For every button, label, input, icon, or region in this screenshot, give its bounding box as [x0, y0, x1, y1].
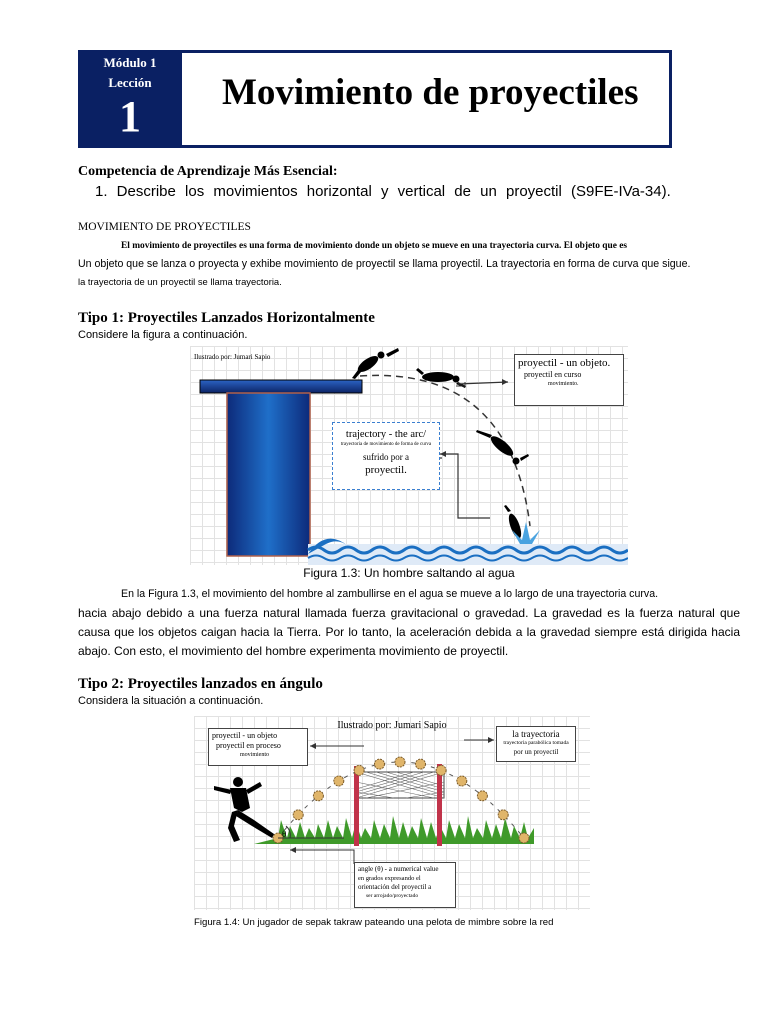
figure-1-4 — [194, 716, 590, 910]
section-paragraph-line2: Un objeto que se lanza o proyecta y exhibe movimiento de proyectil se llama proyectil. La trayectoria en forma de curva que sigue. — [78, 258, 691, 270]
type2-heading: Tipo 2: Proyectiles lanzados en ángulo — [78, 676, 323, 692]
figure-credit: Ilustrado por: Jumari Sapio — [194, 353, 271, 361]
wicker-ball — [457, 776, 467, 786]
angle-symbol: θ — [282, 829, 287, 839]
grass — [254, 816, 534, 844]
lesson-label: Lección — [108, 75, 152, 90]
diver-silhouette-3 — [476, 430, 529, 465]
lesson-badge — [78, 50, 182, 148]
type2-intro: Considera la situación a continuación. — [78, 695, 264, 707]
lesson-number: 1 — [119, 92, 141, 141]
label-projectile-2: proyectil - un objeto proyectil en proceso movimiento — [208, 728, 308, 766]
competency-item: 1. Describe los movimientos horizontal y vertical de un proyectil (S9FE-IVa-34). — [95, 183, 671, 200]
label-trajectory: trajectory - the arc/ trayectoria de movimiento de forma de curva sufrido por a proyectil. — [332, 422, 440, 490]
net — [356, 772, 444, 798]
diver-silhouette-1 — [352, 348, 399, 379]
module-label: Módulo 1 — [103, 55, 157, 70]
net-post-left — [354, 766, 359, 846]
player-silhouette — [214, 777, 274, 842]
section-paragraph-line3: la trayectoria de un proyectil se llama trayectoria. — [78, 276, 282, 287]
net-post-right — [437, 764, 442, 846]
section-paragraph-line1: El movimiento de proyectiles es una forma de movimiento donde un objeto se mueve en una trayectoria curva. El objeto que es — [121, 241, 628, 251]
figure-1-4-caption: Figura 1.4: Un jugador de sepak takraw pateando una pelota de mimbre sobre la red — [194, 917, 554, 928]
diver-silhouette-2 — [416, 368, 466, 388]
figure-credit: Ilustrado por: Jumari Sapio — [337, 720, 447, 731]
figure-1-3-caption: Figura 1.3: Un hombre saltando al agua — [303, 566, 515, 580]
section-heading: MOVIMIENTO DE PROYECTILES — [78, 221, 251, 233]
wicker-ball — [519, 833, 529, 843]
page-title: Movimiento de proyectiles — [222, 72, 639, 113]
competency-heading: Competencia de Aprendizaje Más Esencial: — [78, 164, 338, 179]
wicker-ball — [477, 791, 487, 801]
type1-intro: Considere la figura a continuación. — [78, 329, 248, 341]
label-trajectory-2: la trayectoria trayectoria parabólica tomada por un proyectil — [496, 726, 576, 762]
type1-paragraph — [78, 604, 740, 661]
type1-paragraph-body: hacia abajo debido a una fuerza natural llamada fuerza gravitacional o gravedad. La gravedad es la fuerza natural que causa que los objetos caigan hacia la Tierra. Por lo tanto, la aceleración debida a la gravedad siempre está dirigida hacia abajo. Con esto, el movimiento del hombre experimenta movimiento de proyectil. — [78, 606, 740, 658]
wicker-ball — [436, 765, 446, 775]
type1-heading: Tipo 1: Proyectiles Lanzados Horizontalmente — [78, 310, 375, 326]
wicker-ball — [416, 759, 426, 769]
label-angle: angle (θ) - a numerical value en grados expresando el orientación del proyectil a ser arrojado/proyectado — [354, 862, 456, 908]
wicker-ball — [334, 776, 344, 786]
diver-silhouette-4 — [504, 505, 524, 540]
wicker-ball — [395, 757, 405, 767]
wicker-ball — [293, 810, 303, 820]
diving-tower — [227, 393, 310, 556]
figure-1-3 — [190, 346, 628, 565]
wicker-ball — [498, 810, 508, 820]
wicker-ball — [375, 759, 385, 769]
type1-paragraph-line1: En la Figura 1.3, el movimiento del hombre al zambullirse en el agua se mueve a lo largo de una trayectoria curva. — [121, 588, 659, 600]
wicker-ball — [313, 791, 323, 801]
wicker-ball — [354, 765, 364, 775]
diving-board — [200, 380, 362, 393]
label-projectile: proyectil - un objeto. proyectil en curso movimiento. — [514, 354, 624, 406]
